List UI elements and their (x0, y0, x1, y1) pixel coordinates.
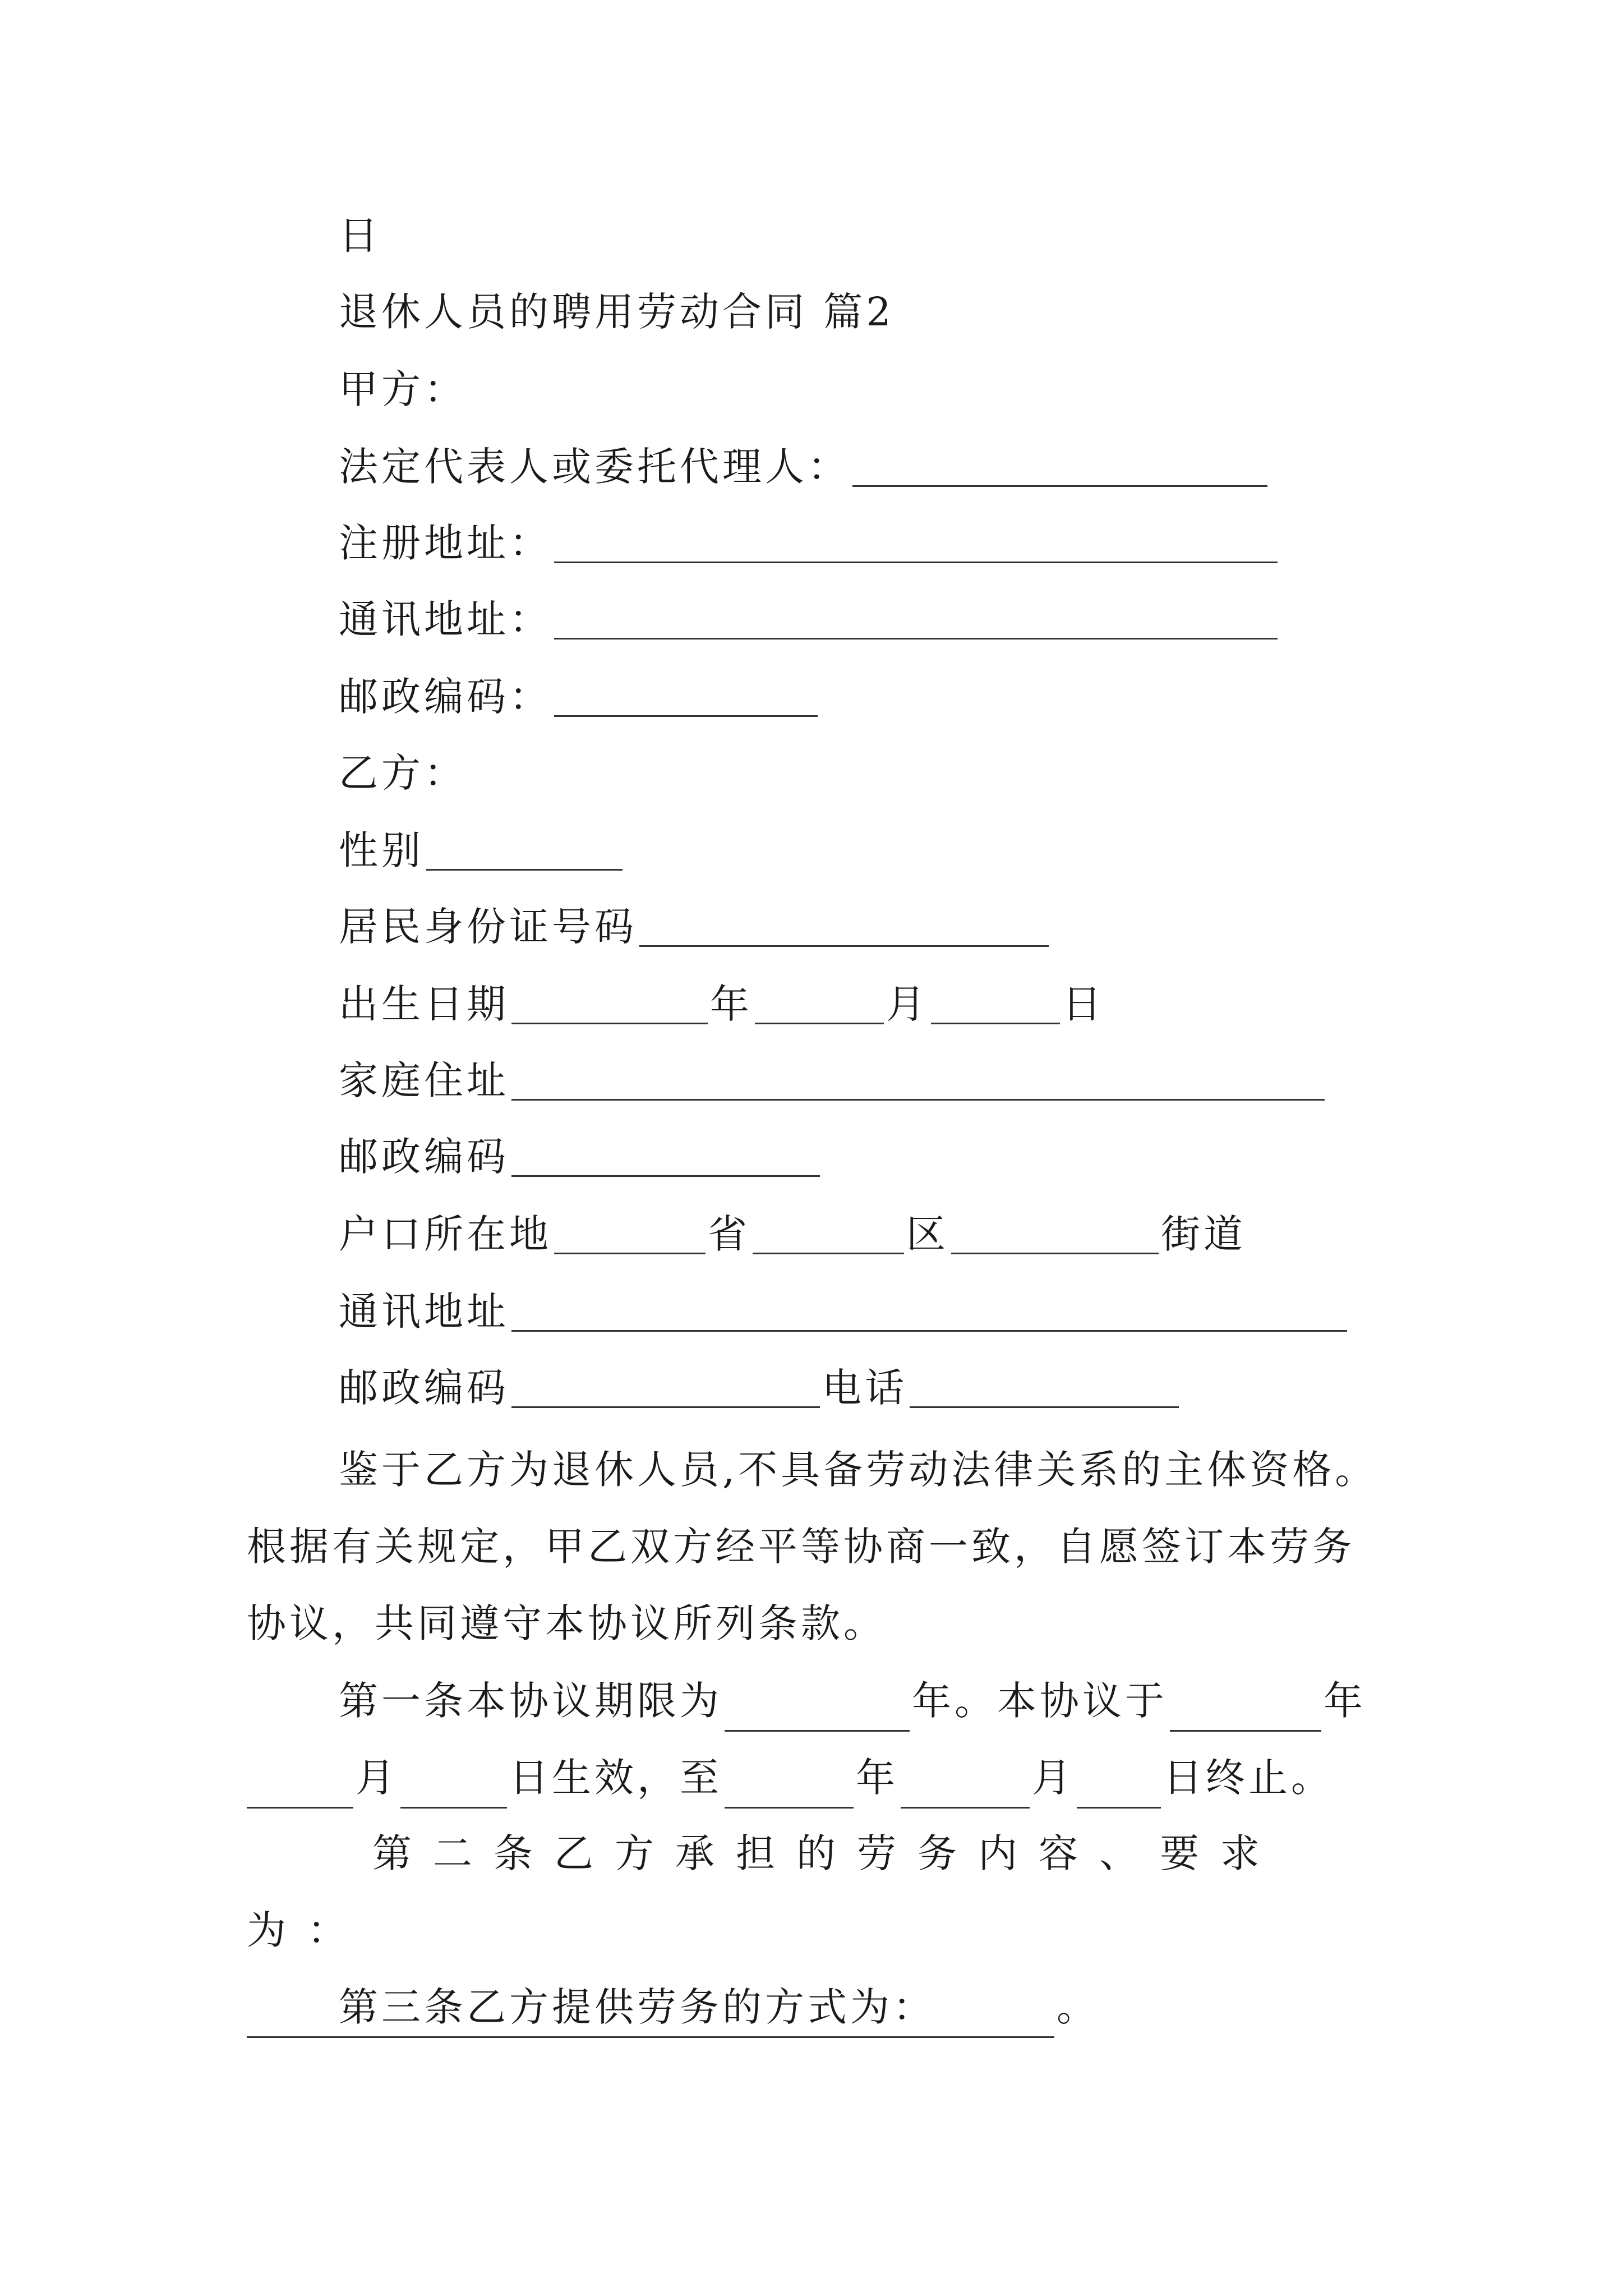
postcode-b-blank[interactable] (511, 1135, 820, 1177)
comm-address-a-blank[interactable] (554, 597, 1278, 639)
home-address-label: 家庭住址 (339, 1057, 509, 1103)
art3-text: 第三条乙方提供劳务的方式为： (339, 1984, 935, 2030)
start-month-blank[interactable] (247, 1766, 353, 1809)
party-a-label: 甲方： (339, 366, 467, 412)
art1-text-c: 年 (1324, 1678, 1366, 1724)
hukou-street-blank[interactable] (951, 1212, 1159, 1254)
street-label: 街道 (1161, 1211, 1246, 1257)
term-years-blank[interactable] (725, 1690, 910, 1732)
postcode-c-label: 邮政编码 (339, 1365, 509, 1411)
comm-address-b-blank[interactable] (511, 1290, 1347, 1332)
end-day-blank[interactable] (1077, 1766, 1161, 1809)
hukou-district-blank[interactable] (753, 1212, 904, 1254)
art1-text-b: 年。本协议于 (912, 1678, 1168, 1724)
party-b-label: 乙方： (339, 750, 467, 796)
gender-label: 性别 (339, 827, 424, 873)
party-a-line (339, 361, 467, 417)
legal-rep-blank[interactable] (852, 445, 1267, 487)
postcode-b-label: 邮政编码 (339, 1134, 509, 1180)
party-b-line (339, 745, 467, 801)
hukou-province-blank[interactable] (554, 1212, 706, 1254)
postcode-c-blank[interactable] (511, 1366, 820, 1408)
art1-text-e: 日生效，至 (509, 1755, 722, 1801)
birth-year-blank[interactable] (511, 982, 708, 1024)
article-3-paragraph (247, 1969, 1385, 2046)
home-address-blank[interactable] (511, 1059, 1325, 1101)
postcode-a-blank[interactable] (554, 675, 818, 717)
comm-address-b-label: 通讯地址 (339, 1289, 509, 1335)
postcode-a-label: 邮政编码： (339, 674, 552, 720)
birth-day-blank[interactable] (931, 982, 1060, 1024)
home-address-line (339, 1052, 1327, 1108)
art1-text-f: 年 (856, 1755, 898, 1801)
section-title (339, 284, 895, 340)
id-number-label: 居民身份证号码 (339, 904, 637, 950)
month-label: 月 (886, 981, 929, 1027)
comm-address-a-line (339, 591, 1280, 647)
gender-line (339, 822, 625, 878)
start-year-blank[interactable] (1170, 1690, 1321, 1732)
phone-blank[interactable] (910, 1366, 1179, 1408)
day-label: 日 (1062, 981, 1105, 1027)
preamble-text: 鉴于乙方为退休人员,不具备劳动法律关系的主体资格。根据有关规定，甲乙双方经平等协商一致，自愿签订本劳务协议，共同遵守本协议所列条款。 (247, 1447, 1378, 1646)
start-day-blank[interactable] (400, 1766, 507, 1809)
art2-end: 。 (1057, 1984, 1099, 2030)
day-text: 日 (339, 213, 381, 259)
comm-address-b-line (339, 1283, 1349, 1340)
title-text: 退休人员的聘用劳动合同 篇2 (339, 289, 895, 335)
day-line (339, 208, 381, 264)
reg-address-line (339, 515, 1280, 571)
postcode-phone-line (339, 1360, 1181, 1416)
id-number-line (339, 899, 1051, 955)
year-label: 年 (710, 981, 753, 1027)
legal-rep-line (339, 439, 1270, 495)
comm-address-a-label: 通讯地址： (339, 596, 552, 642)
district-label: 区 (906, 1211, 949, 1257)
preamble-paragraph (247, 1432, 1385, 1662)
article-1-paragraph (247, 1663, 1385, 1816)
art1-text-h: 日终止。 (1163, 1755, 1334, 1801)
birth-month-blank[interactable] (755, 982, 884, 1024)
postcode-a-line (339, 669, 820, 725)
reg-address-label: 注册地址： (339, 520, 552, 566)
id-number-blank[interactable] (639, 905, 1049, 947)
end-month-blank[interactable] (901, 1766, 1030, 1809)
reg-address-blank[interactable] (554, 521, 1278, 563)
birth-date-label: 出生日期 (339, 981, 509, 1027)
art2-text: 第二条乙方承担的劳务内容、要求为： (247, 1830, 1281, 1953)
art1-text-a: 第一条本协议期限为 (339, 1678, 722, 1724)
end-year-blank[interactable] (725, 1766, 854, 1809)
phone-label: 电话 (822, 1365, 907, 1411)
province-label: 省 (708, 1211, 750, 1257)
hukou-label: 户口所在地 (339, 1211, 552, 1257)
legal-rep-label: 法定代表人或委托代理人： (339, 444, 850, 490)
art1-text-d: 月 (356, 1755, 398, 1801)
gender-blank[interactable] (426, 829, 623, 871)
postcode-b-line (339, 1129, 822, 1185)
birth-date-line (339, 976, 1105, 1032)
art1-text-g: 月 (1032, 1755, 1075, 1801)
hukou-line (339, 1206, 1246, 1262)
